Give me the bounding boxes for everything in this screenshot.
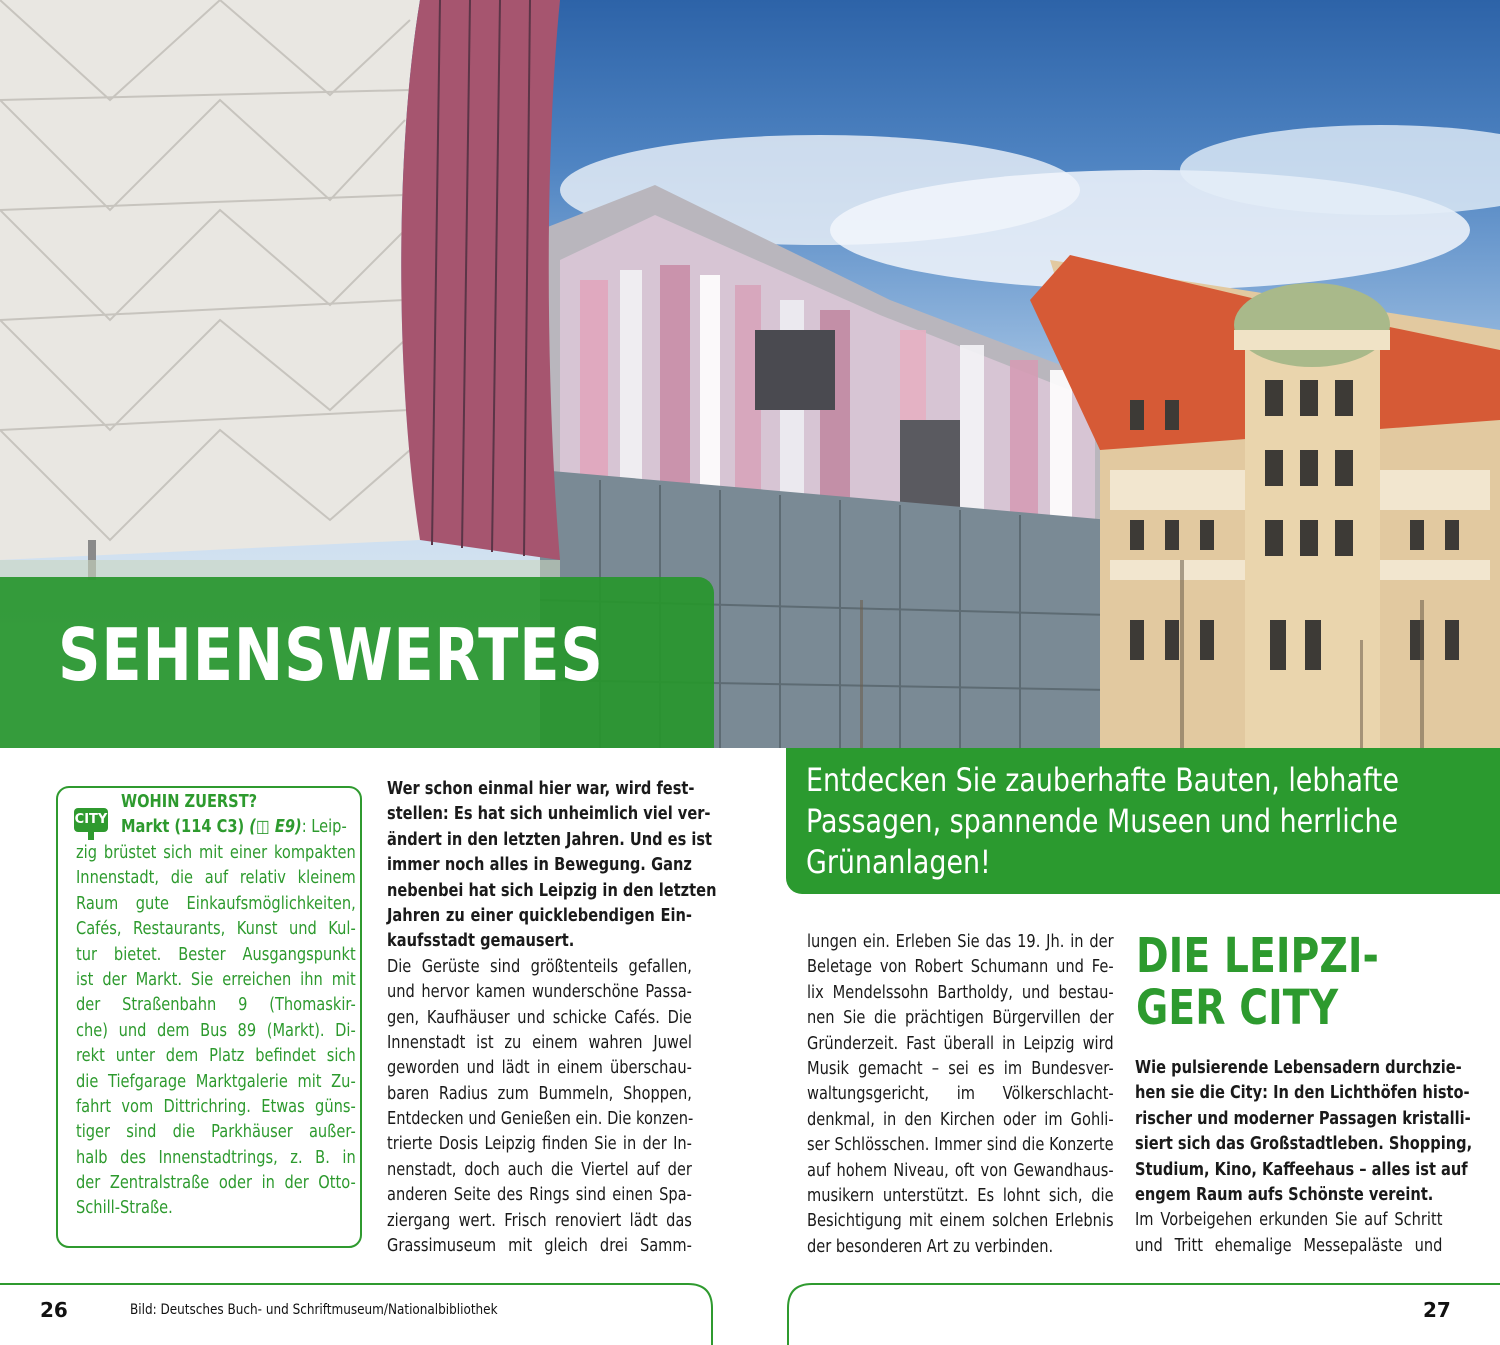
intro-bold-line: nebenbei hat sich Leipzig in den letzten <box>387 880 717 901</box>
info-box-line: tiger sind die Parkhäuser außer- <box>76 1122 356 1143</box>
intro-bold-line: kaufsstadt gemausert. <box>387 931 575 952</box>
intro-bold-line: rischer und moderner Passagen kristalli- <box>1135 1108 1471 1129</box>
body-line: nenstadt, doch auch die Viertel auf der <box>387 1159 692 1180</box>
info-box-heading-block <box>121 790 347 841</box>
body-line: anderen Seite des Rings sind einen Spa- <box>387 1185 692 1206</box>
section-heading <box>1136 930 1379 1034</box>
section-heading-line: DIE LEIPZI- <box>1136 928 1379 984</box>
body-line: Grassimuseum mit gleich drei Samm- <box>387 1236 692 1257</box>
info-box-text <box>76 841 356 1222</box>
body-line: lungen ein. Erleben Sie das 19. Jh. in der <box>807 932 1114 952</box>
info-box-line: Cafés, Restaurants, Kunst und Kul- <box>76 919 356 940</box>
intro-bold-line: hen sie die City: In den Lichthöfen histo- <box>1135 1083 1470 1104</box>
intro-bold-line: Wie pulsierende Lebensadern durchzie- <box>1135 1058 1462 1078</box>
body-line: musikern unterstützt. Es lohnt sich, die <box>807 1185 1114 1206</box>
intro-bold-line: Jahren zu einer quicklebendigen Ein- <box>387 905 692 926</box>
info-box-first-line: Markt (114 C3) (◫ E9): Leip- <box>121 817 347 838</box>
body-line: ziergang wert. Frisch renoviert lädt das <box>387 1210 692 1231</box>
page-number-right: 27 <box>1423 1298 1451 1322</box>
intro-bold-line: ändert in den letzten Jahren. Und es ist <box>387 829 713 850</box>
teaser-line: Entdecken Sie zauberhafte Bauten, lebhafte <box>806 761 1399 799</box>
teaser-line: Grünanlagen! <box>806 843 991 881</box>
info-box-line: der Straßenbahn 9 (Thomaskir- <box>76 995 356 1016</box>
info-box-heading: WOHIN ZUERST? <box>121 792 258 812</box>
body-line: der besonderen Art zu verbinden. <box>807 1236 1054 1257</box>
city-badge-icon: CITY <box>74 808 108 832</box>
info-box-line: Schill-Straße. <box>76 1198 173 1219</box>
teaser-line: Passagen, spannende Museen und herrliche <box>806 802 1399 840</box>
info-box-line: fahrt vom Dittrichring. Etwas güns- <box>76 1096 356 1117</box>
info-box-line: der Zentralstraße oder in der Otto- <box>76 1173 356 1194</box>
body-line: geworden und lädt in einem überschau- <box>387 1058 692 1079</box>
info-box-line: tur bietet. Bester Ausgangspunkt <box>76 944 356 965</box>
intro-bold-line: Studium, Kino, Kaffeehaus – alles ist auf <box>1135 1159 1468 1180</box>
body-line: Musik gemacht – sei es im Bundesver- <box>807 1058 1114 1079</box>
info-box-line: die Tiefgarage Marktgalerie mit Zu- <box>76 1071 356 1092</box>
body-line: ser Schlösschen. Immer sind die Konzerte <box>807 1135 1114 1156</box>
body-line: Im Vorbeigehen erkunden Sie auf Schritt <box>1135 1210 1443 1231</box>
info-box-line: zig brüstet sich mit einer kompakten <box>76 843 356 863</box>
city-badge-stem <box>88 830 94 840</box>
intro-bold-line: stellen: Es hat sich unheimlich viel ver- <box>387 804 711 825</box>
intro-bold-line: siert sich das Großstadtleben. Shopping, <box>1135 1134 1473 1155</box>
page-number-left: 26 <box>40 1298 68 1322</box>
body-line: Die Gerüste sind größtenteils gefallen, <box>387 956 692 977</box>
column-body <box>807 930 1114 1260</box>
body-line: Entdecken und Genießen ein. Die konzen- <box>387 1109 694 1130</box>
info-box-line: rekt unter dem Platz befindet sich <box>76 1046 356 1067</box>
intro-bold-line: immer noch alles in Bewegung. Ganz <box>387 855 692 876</box>
info-box-line: Raum gute Einkaufsmöglichkeiten, <box>76 893 356 914</box>
column-city <box>1135 1056 1473 1259</box>
body-line: Beletage von Robert Schumann und Fe- <box>807 957 1114 978</box>
section-heading-line: GER CITY <box>1136 980 1339 1036</box>
column-intro <box>387 777 717 1259</box>
info-box-line: che) und dem Bus 89 (Markt). Di- <box>76 1020 356 1041</box>
body-line: und Tritt ehemalige Messepaläste und <box>1135 1235 1443 1256</box>
intro-bold-line: Wer schon einmal hier war, wird fest- <box>387 779 695 799</box>
body-line: waltungsgericht, im Völkerschlacht- <box>807 1084 1114 1105</box>
teaser-text <box>806 760 1399 883</box>
body-line: Innenstadt ist zu einem wahren Juwel <box>387 1032 692 1053</box>
body-line: gen, Kaufhäuser und schicke Cafés. Die <box>387 1007 692 1028</box>
photo-credit: Bild: Deutsches Buch- und Schriftmuseum/Nationalbibliothek <box>130 1302 498 1318</box>
body-line: lix Mendelssohn Bartholdy, und bestau- <box>807 982 1114 1003</box>
body-line: trierte Dosis Leipzig finden Sie in der In- <box>387 1134 692 1155</box>
body-line: nen Sie die prächtigen Bürgervillen der <box>807 1008 1114 1029</box>
info-box-line: Innenstadt, die auf relativ kleinem <box>76 868 356 889</box>
intro-bold-line: engem Raum aufs Schönste vereint. <box>1135 1184 1434 1205</box>
chapter-title: SEHENSWERTES <box>58 613 604 697</box>
body-line: auf hohem Niveau, oft von Gewandhaus- <box>807 1160 1114 1181</box>
body-line: Gründerzeit. Fast überall in Leipzig wird <box>807 1033 1114 1054</box>
body-line: Besichtigung mit einem solchen Erlebnis <box>807 1211 1114 1232</box>
body-line: und hervor kamen wunderschöne Passa- <box>387 982 692 1003</box>
info-box-line: halb des Innenstadtrings, z. B. in <box>76 1147 356 1168</box>
body-line: baren Radius zum Bummeln, Shoppen, <box>387 1083 692 1104</box>
info-box-line: ist der Markt. Sie erreichen ihn mit <box>76 969 356 990</box>
body-line: denkmal, in den Kirchen oder im Gohli- <box>807 1109 1114 1130</box>
